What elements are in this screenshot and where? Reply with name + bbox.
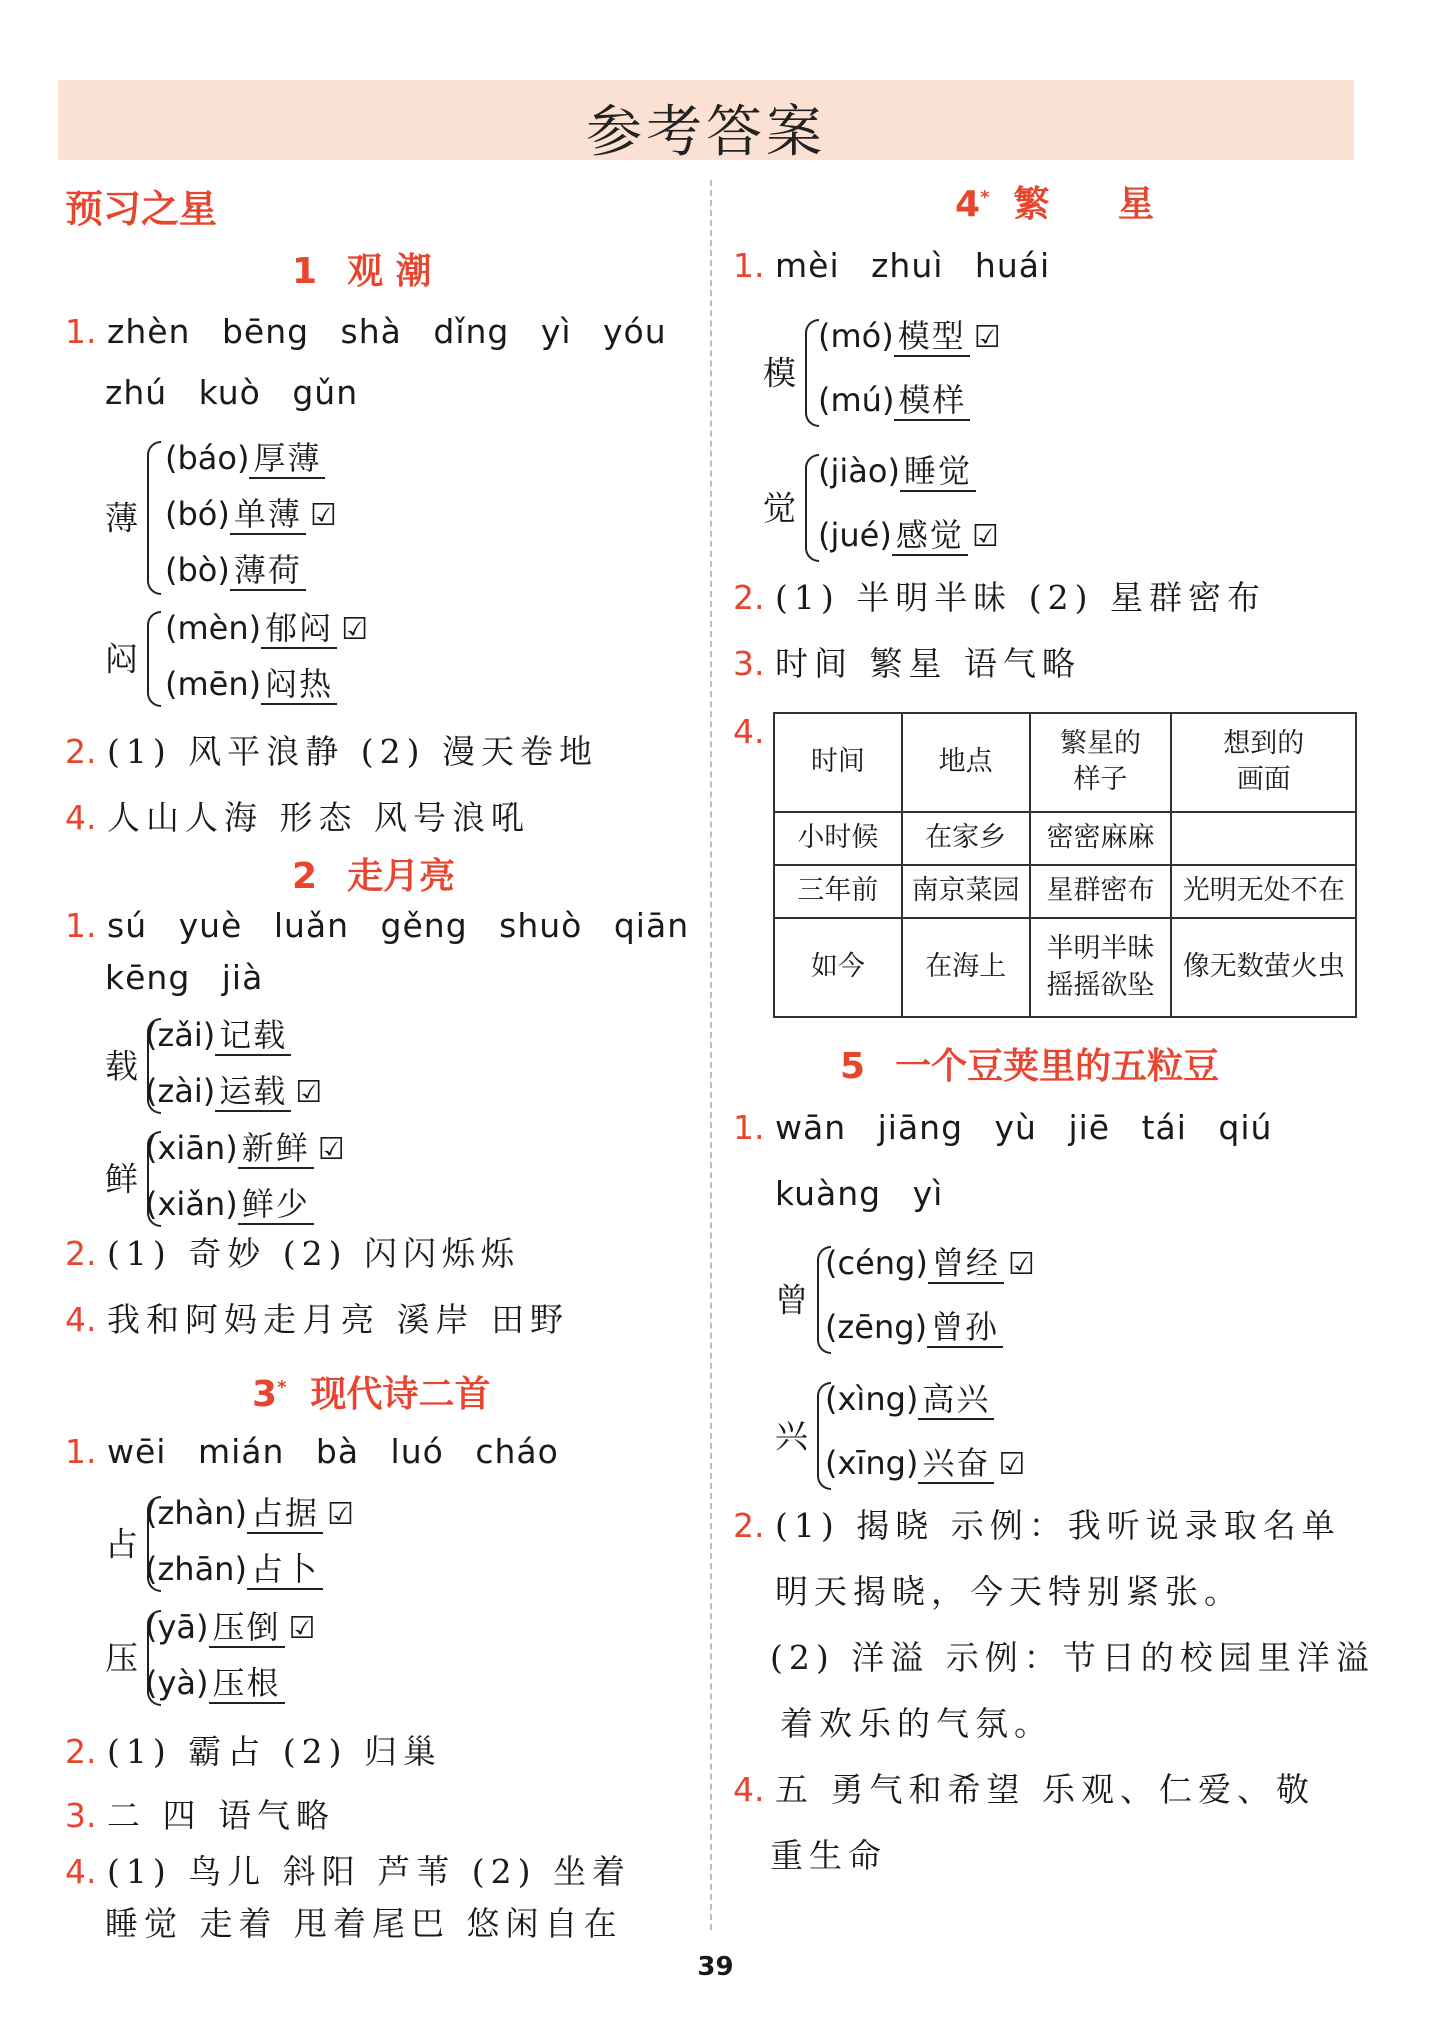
answer-text: 睡觉 走着 甩着尾巴 悠闲自在 [105,1904,623,1943]
l3-q4-line2 [105,1904,622,1944]
polyphone-row [818,510,999,556]
table-cell: 三年前 [774,865,902,918]
table-row [774,865,1356,918]
l5-q2-line3 [770,1638,1375,1678]
polyphone-group [105,433,445,598]
table-header: 地点 [902,713,1030,812]
lesson-number: 5 [840,1046,866,1087]
check-icon: ☑ [341,612,369,647]
table-header-row [774,713,1356,812]
polyphone-char: 兴 [775,1416,808,1456]
lesson-number: 4 [955,184,981,225]
reading: (jué) [818,516,892,554]
header-line: 样子 [1073,764,1128,796]
lesson-title: 现代诗二首 [310,1374,491,1415]
question-number: 4. [733,1770,765,1809]
table-row [774,812,1356,865]
l3-q4-line1 [65,1852,631,1892]
question-number: 4. [65,1300,97,1339]
polyphone-row [145,1123,345,1169]
answer-text: 五 勇气和希望 乐观、仁爱、敬 [775,1770,1315,1809]
l3-q2 [65,1732,442,1772]
question-number: 4. [733,712,765,751]
word: 占卜 [247,1550,323,1590]
table-cell: 小时候 [774,812,902,865]
check-icon: ☑ [1007,1247,1035,1282]
polyphone-char: 压 [105,1638,138,1678]
pinyin-answers: wēi mián bà luó cháo [107,1432,559,1471]
reading: (mèn) [165,609,262,647]
table-header [1171,713,1356,812]
question-number: 3. [733,644,765,683]
word: 曾孙 [927,1308,1003,1348]
polyphone-char: 模 [763,353,796,393]
question-number: 1. [65,906,97,945]
polyphone-char: 鲜 [105,1159,138,1199]
table-header: 时间 [774,713,902,812]
polyphone-row [145,1066,322,1112]
table-header [1030,713,1172,812]
star-table [773,712,1357,1018]
word: 压倒 [209,1608,285,1648]
polyphone-char: 占 [105,1524,138,1564]
answer-text: 重生命 [770,1836,887,1875]
l5-q4-line2 [770,1836,887,1876]
l5-q1-line1 [733,1108,1272,1148]
polyphone-group [763,311,1103,431]
check-icon: ☑ [998,1447,1026,1482]
l2-q1-line2 [105,958,263,998]
reading: (jiào) [818,452,900,490]
polyphone-group [105,1488,445,1596]
brace [147,441,161,595]
reading: (mó) [818,317,894,355]
polyphone-group [763,446,1103,566]
polyphone-row [165,433,329,479]
word: 感觉 [892,516,968,556]
pinyin-answers: wān jiāng yù jiē tái qiú [775,1108,1273,1147]
l2-q2 [65,1234,520,1274]
word: 睡觉 [900,452,976,492]
question-number: 2. [65,1732,97,1771]
answer-text: 着欢乐的气氛。 [780,1704,1053,1743]
table-cell: 南京菜园 [902,865,1030,918]
lesson-4-heading [955,176,1182,227]
table-cell: 如今 [774,918,902,1017]
polyphone-char: 载 [105,1046,138,1086]
lesson-3-heading [252,1366,491,1417]
answer-text: 时间 繁星 语气略 [775,644,1081,683]
polyphone-group [105,603,445,711]
table-cell: 在家乡 [902,812,1030,865]
optional-mark: * [980,187,990,208]
reading: (xiān) [145,1129,238,1167]
l5-q1-line2 [775,1174,943,1214]
table-cell: 密密麻麻 [1030,812,1172,865]
reading: (céng) [825,1244,928,1282]
lesson-5-heading [840,1038,1219,1089]
check-icon: ☑ [295,1075,323,1110]
pinyin-answers: zhèn bēng shà dǐng yì yóu [107,312,667,351]
brace [147,611,161,707]
polyphone-group [775,1374,1115,1494]
word: 运载 [215,1072,291,1112]
polyphone-row [818,375,974,421]
word: 压根 [209,1664,285,1704]
optional-mark: * [277,1377,287,1398]
answer-text: 我和阿妈走月亮 溪岸 田野 [107,1300,569,1339]
check-icon: ☑ [971,519,999,554]
answer-text: (1) 风平浪静 (2) 漫天卷地 [107,732,598,771]
reading: (xiǎn) [145,1185,238,1223]
check-icon: ☑ [326,1497,354,1532]
lesson-title: 一个豆荚里的五粒豆 [895,1046,1220,1087]
l1-q1-line1 [65,312,667,352]
l3-q3 [65,1796,335,1836]
polyphone-row [145,1010,295,1056]
polyphone-row [825,1302,1007,1348]
table-cell [1171,812,1356,865]
table-cell: 星群密布 [1030,865,1172,918]
reading: (zēng) [825,1308,928,1346]
header-line: 画面 [1236,764,1291,796]
question-number: 4. [65,1852,97,1891]
answer-text: (1) 奇妙 (2) 闪闪烁烁 [107,1234,520,1273]
polyphone-group [105,1602,445,1710]
reading: (zǎi) [145,1016,216,1054]
pinyin-answers: mèi zhuì huái [775,246,1051,285]
reading: (bò) [165,551,230,589]
l2-q4 [65,1300,569,1340]
table-cell: 在海上 [902,918,1030,1017]
word: 曾经 [928,1244,1004,1284]
check-icon: ☑ [317,1132,345,1167]
question-number: 1. [65,312,97,351]
table-cell [1030,918,1172,1017]
title-banner [58,80,1354,165]
l5-q4-line1 [733,1770,1315,1810]
polyphone-row [165,545,310,591]
word: 单薄 [230,495,306,535]
word: 模型 [894,317,970,357]
word: 模样 [894,381,970,421]
question-number: 2. [65,732,97,771]
page-title: 参考答案 [586,100,826,165]
word: 占据 [247,1494,323,1534]
reading: (báo) [165,439,250,477]
lesson-title: 走月亮 [347,856,456,897]
answer-text: (1) 半明半昧 (2) 星群密布 [775,578,1266,617]
question-number: 3. [65,1796,97,1835]
polyphone-row [825,1374,998,1420]
table-cell: 光明无处不在 [1171,865,1356,918]
lesson-number: 1 [292,251,318,292]
pinyin-answers: kuàng yì [775,1174,944,1213]
header-line: 想到的 [1223,727,1305,759]
answer-text: 明天揭晓，今天特别紧张。 [775,1572,1243,1611]
l4-q4-label [733,712,765,752]
cell-line: 摇摇欲坠 [1046,969,1155,1001]
answer-text: 人山人海 形态 风号浪吼 [107,798,530,837]
polyphone-row [165,489,337,535]
polyphone-char: 闷 [105,639,138,679]
reading: (yā) [145,1608,209,1646]
reading: (yà) [145,1664,209,1702]
answer-text: (1) 霸占 (2) 归巢 [107,1732,442,1771]
word: 厚薄 [249,439,325,479]
polyphone-row [145,1544,327,1590]
reading: (zhān) [145,1550,247,1588]
question-number: 1. [65,1432,97,1471]
l5-q2-line2 [775,1572,1243,1612]
word: 新鲜 [238,1129,314,1169]
table-row [774,918,1356,1017]
polyphone-group [775,1238,1115,1358]
polyphone-row [818,446,980,492]
column-divider [710,180,712,1930]
section-label: 预习之星 [65,187,218,231]
pinyin-answers: kēng jià [105,958,264,997]
page-number: 39 [697,1952,734,1982]
reading: (xìng) [825,1380,919,1418]
question-number: 4. [65,798,97,837]
polyphone-row [145,1658,289,1704]
polyphone-row [145,1602,315,1648]
cell-line: 半明半昧 [1046,933,1155,965]
reading: (zhàn) [145,1494,247,1532]
question-number: 2. [733,578,765,617]
brace [805,319,819,427]
check-icon: ☑ [309,498,337,533]
word: 薄荷 [230,551,306,591]
lesson-number: 2 [292,856,318,897]
polyphone-row [825,1238,1035,1284]
l3-q1-line1 [65,1432,559,1472]
question-number: 2. [733,1506,765,1545]
polyphone-row [145,1488,354,1534]
word: 兴奋 [918,1444,994,1484]
reading: (zài) [145,1072,216,1110]
polyphone-char: 曾 [775,1280,808,1320]
polyphone-row [145,1179,318,1225]
word: 鲜少 [238,1185,314,1225]
check-icon: ☑ [973,320,1001,355]
polyphone-row [165,659,341,705]
lesson-title: 观 潮 [347,251,432,292]
brace [805,454,819,562]
l4-q2 [733,578,1266,618]
lesson-number: 3 [252,1374,278,1415]
lesson-title: 繁 星 [1013,184,1183,225]
polyphone-group [105,1123,445,1231]
lesson-2-heading [292,848,455,899]
l4-q3 [733,644,1081,684]
l5-q2-line4 [780,1704,1053,1744]
word: 记载 [215,1016,291,1056]
l2-q1-line1 [65,906,689,946]
l5-q2-line1 [733,1506,1341,1546]
polyphone-row [165,603,368,649]
pinyin-answers: zhú kuò gǔn [105,373,359,412]
polyphone-char: 觉 [763,488,796,528]
answer-text: 二 四 语气略 [107,1796,335,1835]
word: 高兴 [918,1380,994,1420]
polyphone-row [825,1438,1025,1484]
polyphone-char: 薄 [105,498,138,537]
pinyin-answers: sú yuè luǎn gěng shuò qiān [107,906,690,945]
lesson-1-heading [292,243,432,294]
table-cell: 像无数萤火虫 [1171,918,1356,1017]
word: 闷热 [261,665,337,705]
l1-q4 [65,798,530,838]
check-icon: ☑ [288,1611,316,1646]
answer-text: (2) 洋溢 示例：节日的校园里洋溢 [770,1638,1375,1677]
polyphone-row [818,311,1001,357]
question-number: 1. [733,246,765,285]
question-number: 1. [733,1108,765,1147]
l1-q2 [65,732,598,772]
reading: (mú) [818,381,895,419]
question-number: 2. [65,1234,97,1273]
polyphone-group [105,1010,445,1118]
answer-text: (1) 揭晓 示例：我听说录取名单 [775,1506,1341,1545]
reading: (mēn) [165,665,262,703]
l1-q1-line2 [105,373,358,413]
reading: (xīng) [825,1444,919,1482]
header-line: 繁星的 [1059,727,1141,759]
word: 郁闷 [261,609,337,649]
answer-text: (1) 鸟儿 斜阳 芦苇 (2) 坐着 [107,1852,631,1891]
reading: (bó) [165,495,230,533]
l4-q1-line1 [733,246,1050,286]
